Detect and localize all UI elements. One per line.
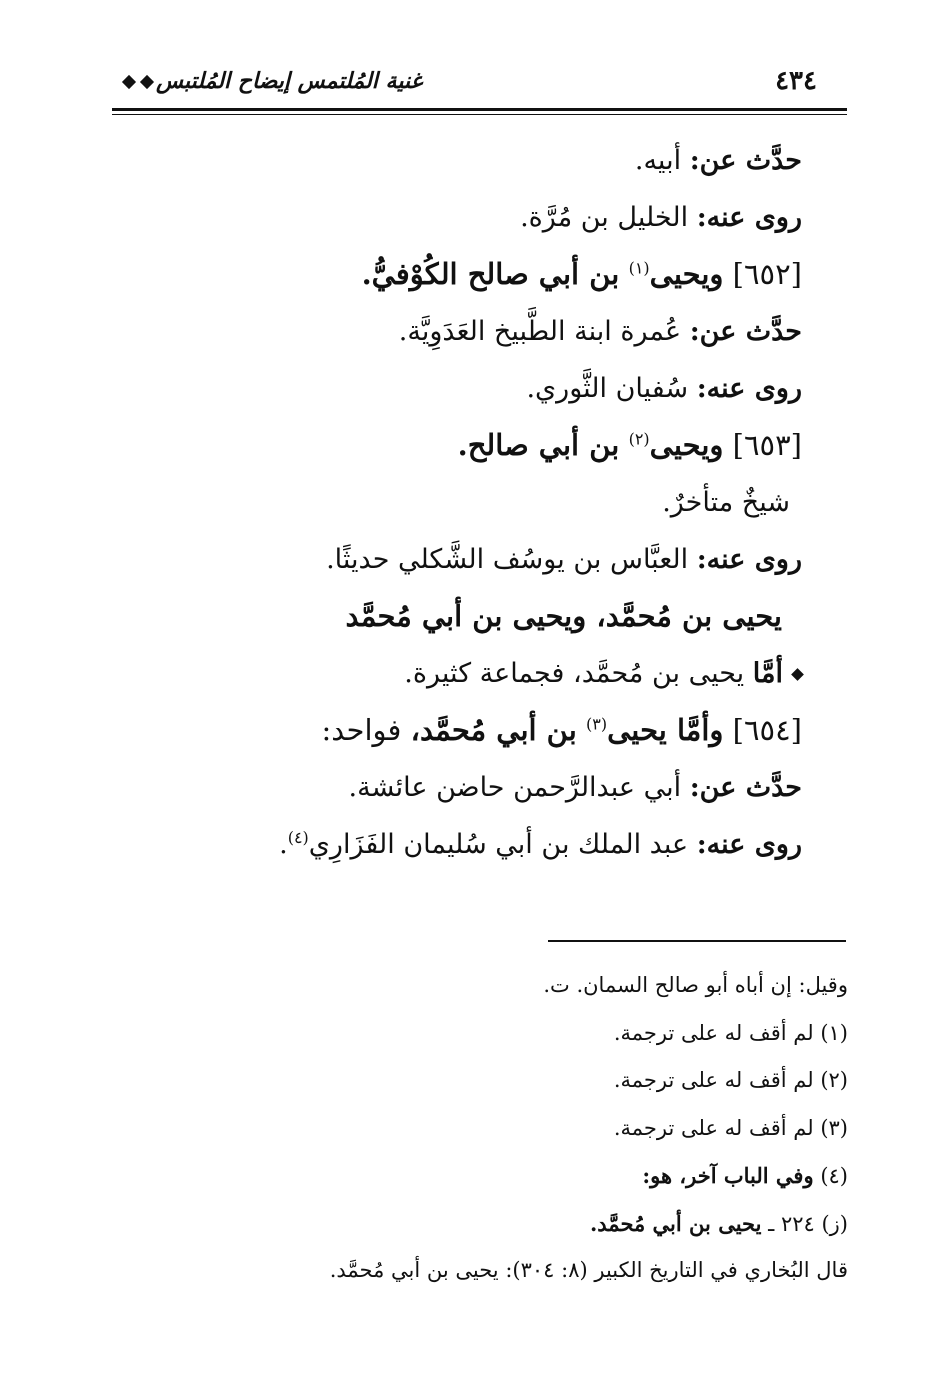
text-line: روى عنه: العبَّاس بن يوسُف الشَّكلي حديثًا. bbox=[326, 544, 802, 575]
text-line: أمَّا يحيى بن مُحمَّد، فجماعة كثيرة. bbox=[102, 645, 802, 702]
entry-heading-653: [٦٥٣] ويحيى$^{(٢)}$ بن أبي صالح. bbox=[457, 428, 802, 462]
text-line: حدَّث عن: عُمرة ابنة الطَّبيخ العَدَوِيَّة. bbox=[398, 316, 802, 347]
running-title: غنية المُلتمس إيضاح المُلتبس bbox=[120, 68, 422, 94]
text-line: روى عنه: الخليل بن مُرَّة. bbox=[520, 202, 802, 233]
footnote-ref: (٣) bbox=[586, 714, 608, 734]
footnote-ref: (١) bbox=[628, 258, 650, 278]
diamond-bullet-icon bbox=[791, 668, 804, 681]
text-line: روى عنه: سُفيان الثَّوري. bbox=[526, 373, 802, 404]
footnote-rule bbox=[548, 940, 846, 942]
entry-heading-654: [٦٥٤] وأمَّا يحيى$^{(٣)}$ بن أبي مُحمَّد، فواحد: bbox=[321, 713, 802, 747]
header-rule-thin bbox=[112, 114, 847, 115]
main-text bbox=[102, 132, 802, 873]
footnote-ref: (٢) bbox=[628, 429, 650, 449]
footnote-4: (٤) وفي الباب آخر، هو: bbox=[642, 1163, 848, 1188]
footnotes bbox=[88, 962, 848, 1295]
text-line: حدَّث عن: أبي عبدالرَّحمن حاضن عائشة. bbox=[348, 772, 802, 803]
header-rule bbox=[112, 108, 847, 111]
text-line: شيخٌ متأخرٌ. bbox=[662, 487, 790, 518]
entry-heading-652: [٦٥٢] ويحيى$^{(١)}$ بن أبي صالح الكُوْفيُّ. bbox=[361, 257, 802, 291]
page-header bbox=[112, 62, 847, 102]
diamond-icon bbox=[140, 75, 154, 89]
page-number: ٤٣٤ bbox=[775, 66, 817, 96]
footnote-3: (٣) لم أقف له على ترجمة. bbox=[613, 1115, 848, 1140]
section-heading: يحيى بن مُحمَّد، ويحيى بن أبي مُحمَّد bbox=[345, 599, 782, 633]
footnote-2: (٢) لم أقف له على ترجمة. bbox=[613, 1068, 848, 1092]
footnote-line: وقيل: إن أباه أبو صالح السمان. ت. bbox=[543, 973, 848, 997]
text-line: روى عنه: عبد الملك بن أبي سُليمان الفَزَارِي$^{(٤)}$. bbox=[279, 828, 802, 860]
footnote-1: (١) لم أقف له على ترجمة. bbox=[613, 1020, 848, 1045]
text-line: حدَّث عن: أبيه. bbox=[634, 145, 802, 176]
footnote-ref: (٤) bbox=[287, 828, 309, 847]
footnote-line: (ز) ٢٢٤ ـ يحيى بن أبي مُحمَّد. bbox=[589, 1210, 848, 1236]
footnote-line: قال البُخاري في التاريخ الكبير (٨: ٣٠٤): يحيى بن أبي مُحمَّد. bbox=[329, 1258, 848, 1282]
diamond-icon bbox=[122, 75, 136, 89]
